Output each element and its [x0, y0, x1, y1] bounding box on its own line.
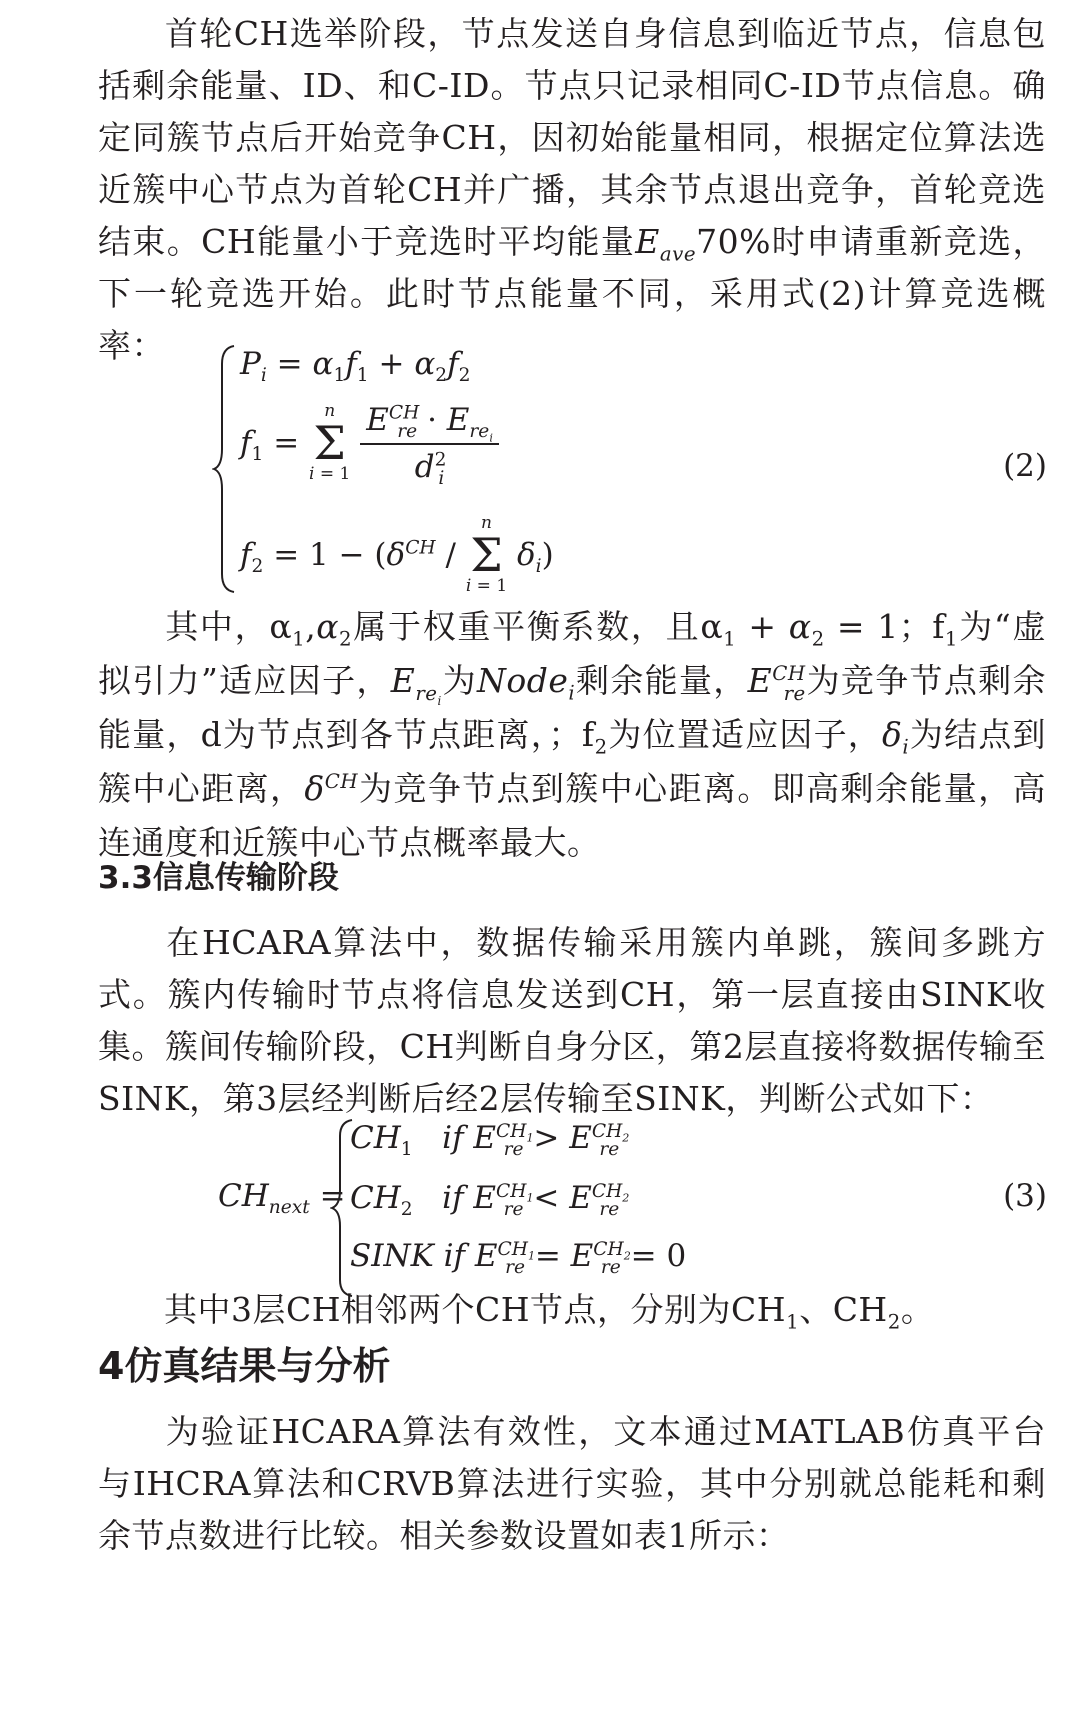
equation-2-line-f1: $f_1$ = n Σ i = 1 $\frac{E^{CH}_{re} \cdot E_{re_i}}{d^2_i}$ [240, 402, 499, 485]
equation-2-line-f2: $f_2 = 1 - (\delta^{CH}$ / n Σ i = 1 $\delta_i$) [240, 513, 554, 596]
equation-2-number: (2) [1003, 448, 1047, 484]
heading-4: 4仿真结果与分析 [98, 1344, 391, 1388]
equation-2-line-pi: $P_i = \alpha_1f_1 + \alpha_2f_2$ [240, 346, 471, 387]
paragraph-symbols: 其中，$\alpha_1,\alpha_2$属于权重平衡系数，且$\alpha_1 + \alpha_2 = 1$；$f_1$为“虚拟引力”适应因子，$E_{re_i}$为Node$_i$剩余能量，$E^{CH}_{re}$为竞争节点剩余能量，d为节点到各节点距离，；$f_2$为位置适应因子，$\delta_i$为结点到簇中心距离，$\delta^{CH}$为竞争节点到簇中心距离。即高剩余能量，高连通度和近簇中心节点概率最大。 [98, 607, 1047, 862]
paragraph-simulation: 为验证HCARA算法有效性，文本通过MATLAB仿真平台与IHCRA算法和CRVB算法进行实验，其中分别就总能耗和剩余节点数进行比较。相关参数设置如表1所示： [98, 1412, 1046, 1555]
left-brace-icon [212, 344, 238, 594]
equation-3-number: (3) [1003, 1178, 1047, 1214]
equation-3-case-1: $CH_1$ if $E^{CH_1}_{re} > E^{CH_2}_{re}$ [350, 1120, 630, 1161]
equation-3-case-2: $CH_2$ if $E^{CH_1}_{re} < E^{CH_2}_{re}$ [350, 1180, 630, 1221]
equation-3-lhs: $CH_{next}$ = [218, 1178, 346, 1219]
paragraph-info-transmission: 在HCARA算法中，数据传输采用簇内单跳，簇间多跳方式。簇内传输时节点将信息发送到CH，第一层直接由SINK收集。簇间传输阶段，CH判断自身分区，第2层直接将数据传输至SINK，第3层经判断后经2层传输至SINK，判断公式如下： [98, 923, 1046, 1118]
paragraph-ch-election: 首轮CH选举阶段，节点发送自身信息到临近节点，信息包括剩余能量、ID、和C-ID。节点只记录相同C-ID节点信息。确定同簇节点后开始竞争CH，因初始能量相同，根据定位算法选近簇中心节点为首轮CH并广播，其余节点退出竞争，首轮竞选结束。CH能量小于竞选时平均能量$E_{ave}70\%$时申请重新竞选，下一轮竞选开始。此时节点能量不同，采用式(2)计算竞选概率： [98, 14, 1046, 365]
heading-3-3: 3.3信息传输阶段 [98, 860, 339, 896]
equation-3-case-3: SINK if $E^{CH_1}_{re} = E^{CH_2}_{re} = 0$ [350, 1238, 687, 1279]
symbol-e-ave: $E_{ave}$ [635, 222, 697, 266]
paragraph-ch-neighbors: 其中3层CH相邻两个CH节点，分别为$CH_1$、$CH_2$。 [164, 1290, 935, 1334]
